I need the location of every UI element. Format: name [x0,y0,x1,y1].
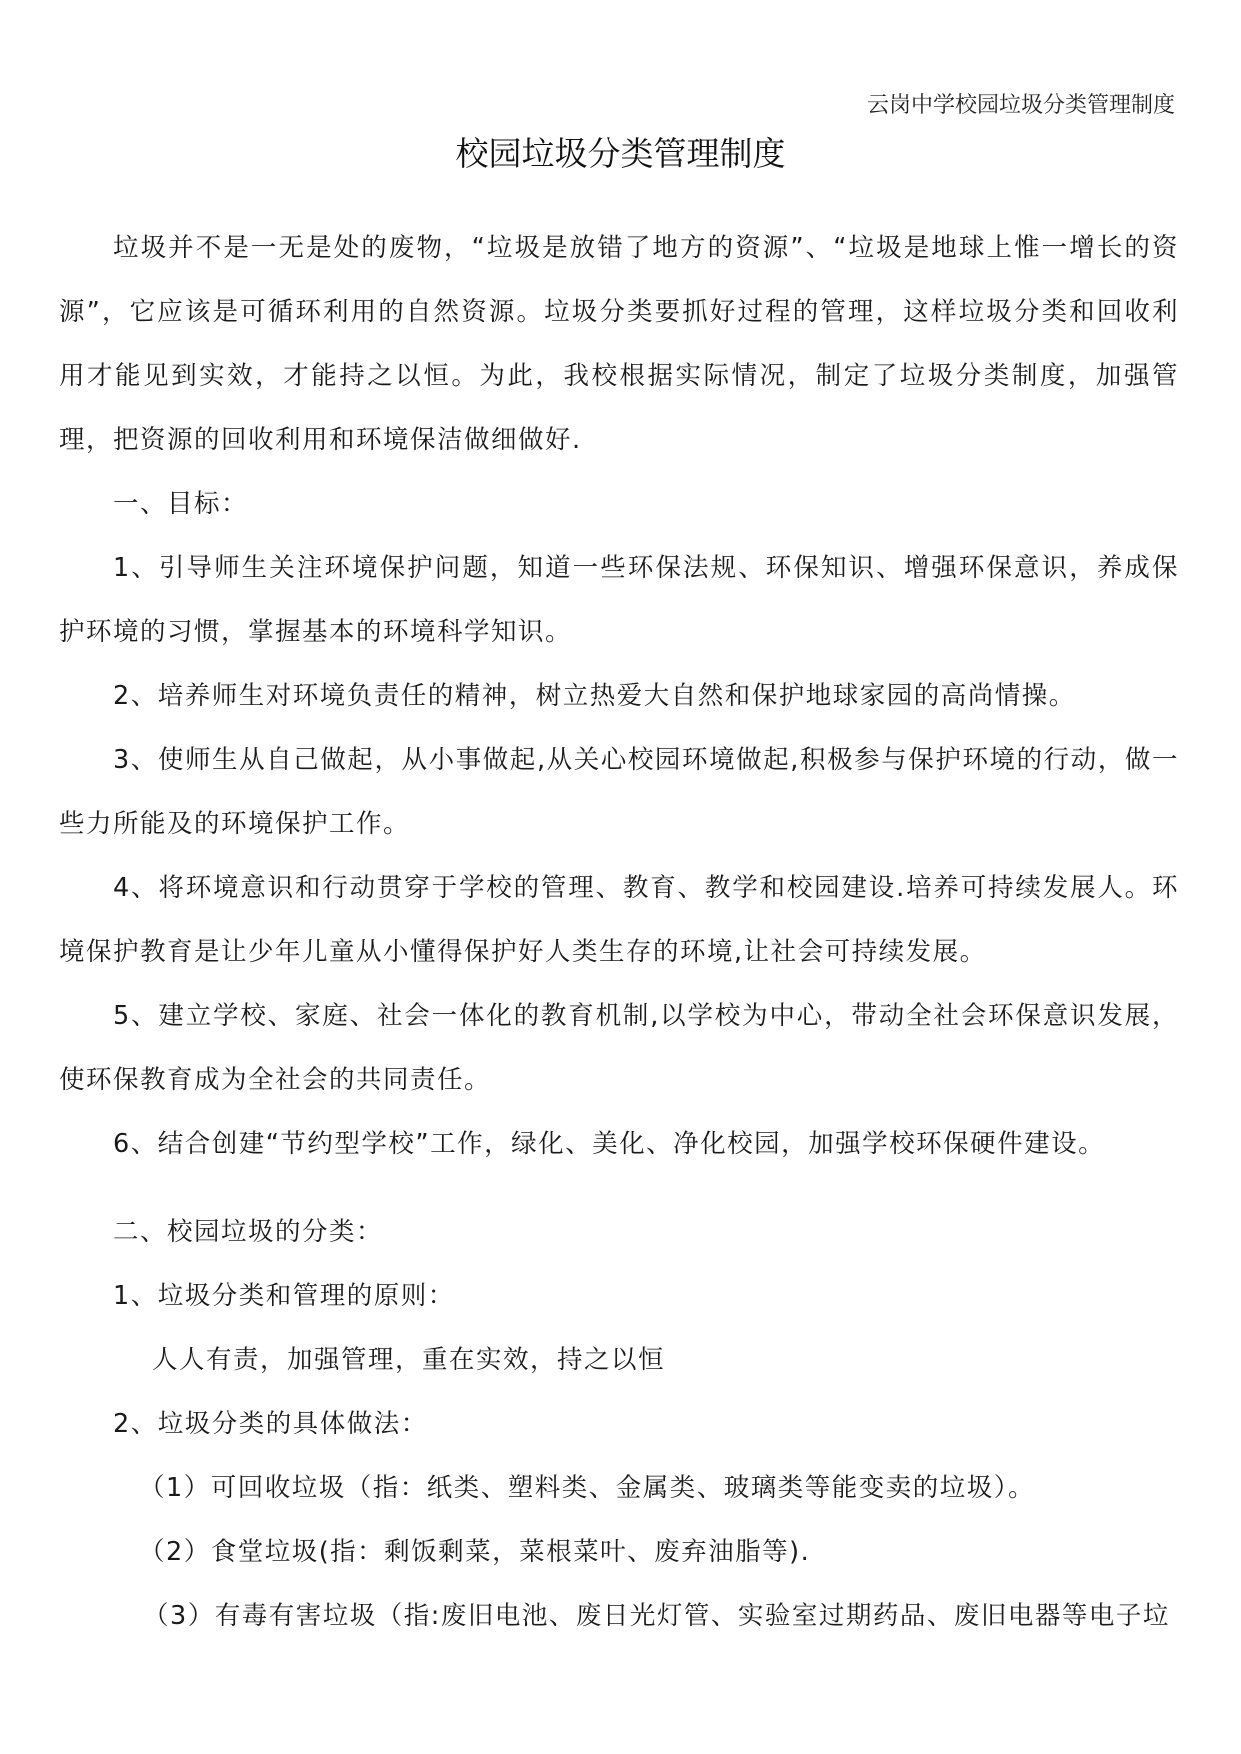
principle-heading: 1、垃圾分类和管理的原则： [113,1281,455,1311]
principle-text: 人人有责，加强管理，重在实效，持之以恒 [152,1345,666,1375]
goal-item-4: 4、将环境意识和行动贯穿于学校的管理、教育、教学和校园建设.培养可持续发展人。环境保护教育是让少年儿童从小懂得保护好人类生存的环境,让社会可持续发展。 [59,873,1179,967]
goal-item-1: 1、引导师生关注环境保护问题，知道一些环保法规、环保知识、增强环保意识，养成保护环境的习惯，掌握基本的环境科学知识。 [59,553,1179,647]
document-body [59,216,1179,1648]
goal-item-6: 6、结合创建“节约型学校”工作，绿化、美化、净化校园，加强学校环保硬件建设。 [113,1129,1106,1159]
section1-heading: 一、目标： [113,489,249,519]
goal-item-2: 2、培养师生对环境负责任的精神，树立热爱大自然和保护地球家园的高尚情操。 [113,681,1076,711]
practice-item-3: （3）有毒有害垃圾（指:废旧电池、废日光灯管、实验室过期药品、废旧电器等电子垃 [143,1601,1170,1631]
goal-item-5: 5、建立学校、家庭、社会一体化的教育机制,以学校为中心，带动全社会环保意识发展，使环保教育成为全社会的共同责任。 [59,1001,1179,1095]
practice-item-2: （2）食堂垃圾(指：剩饭剩菜，菜根菜叶、废弃油脂等). [139,1537,811,1567]
document-title: 校园垃圾分类管理制度 [455,134,786,173]
running-header: 云岗中学校园垃圾分类管理制度 [866,93,1175,118]
section-spacer [59,1176,1179,1200]
goal-item-3: 3、使师生从自己做起，从小事做起,从关心校园环境做起,积极参与保护环境的行动，做一些力所能及的环境保护工作。 [59,745,1179,839]
intro-paragraph: 垃圾并不是一无是处的废物，“垃圾是放错了地方的资源”、“垃圾是地球上惟一增长的资源”，它应该是可循环利用的自然资源。垃圾分类要抓好过程的管理，这样垃圾分类和回收利用才能见到实效，才能持之以恒。为此，我校根据实际情况，制定了垃圾分类制度，加强管理，把资源的回收利用和环境保洁做细做好. [59,233,1179,455]
practice-heading: 2、垃圾分类的具体做法： [113,1409,428,1439]
section2-heading: 二、校园垃圾的分类： [113,1217,384,1247]
practice-item-1: （1）可回收垃圾（指：纸类、塑料类、金属类、玻璃类等能变卖的垃圾）。 [139,1473,1035,1503]
